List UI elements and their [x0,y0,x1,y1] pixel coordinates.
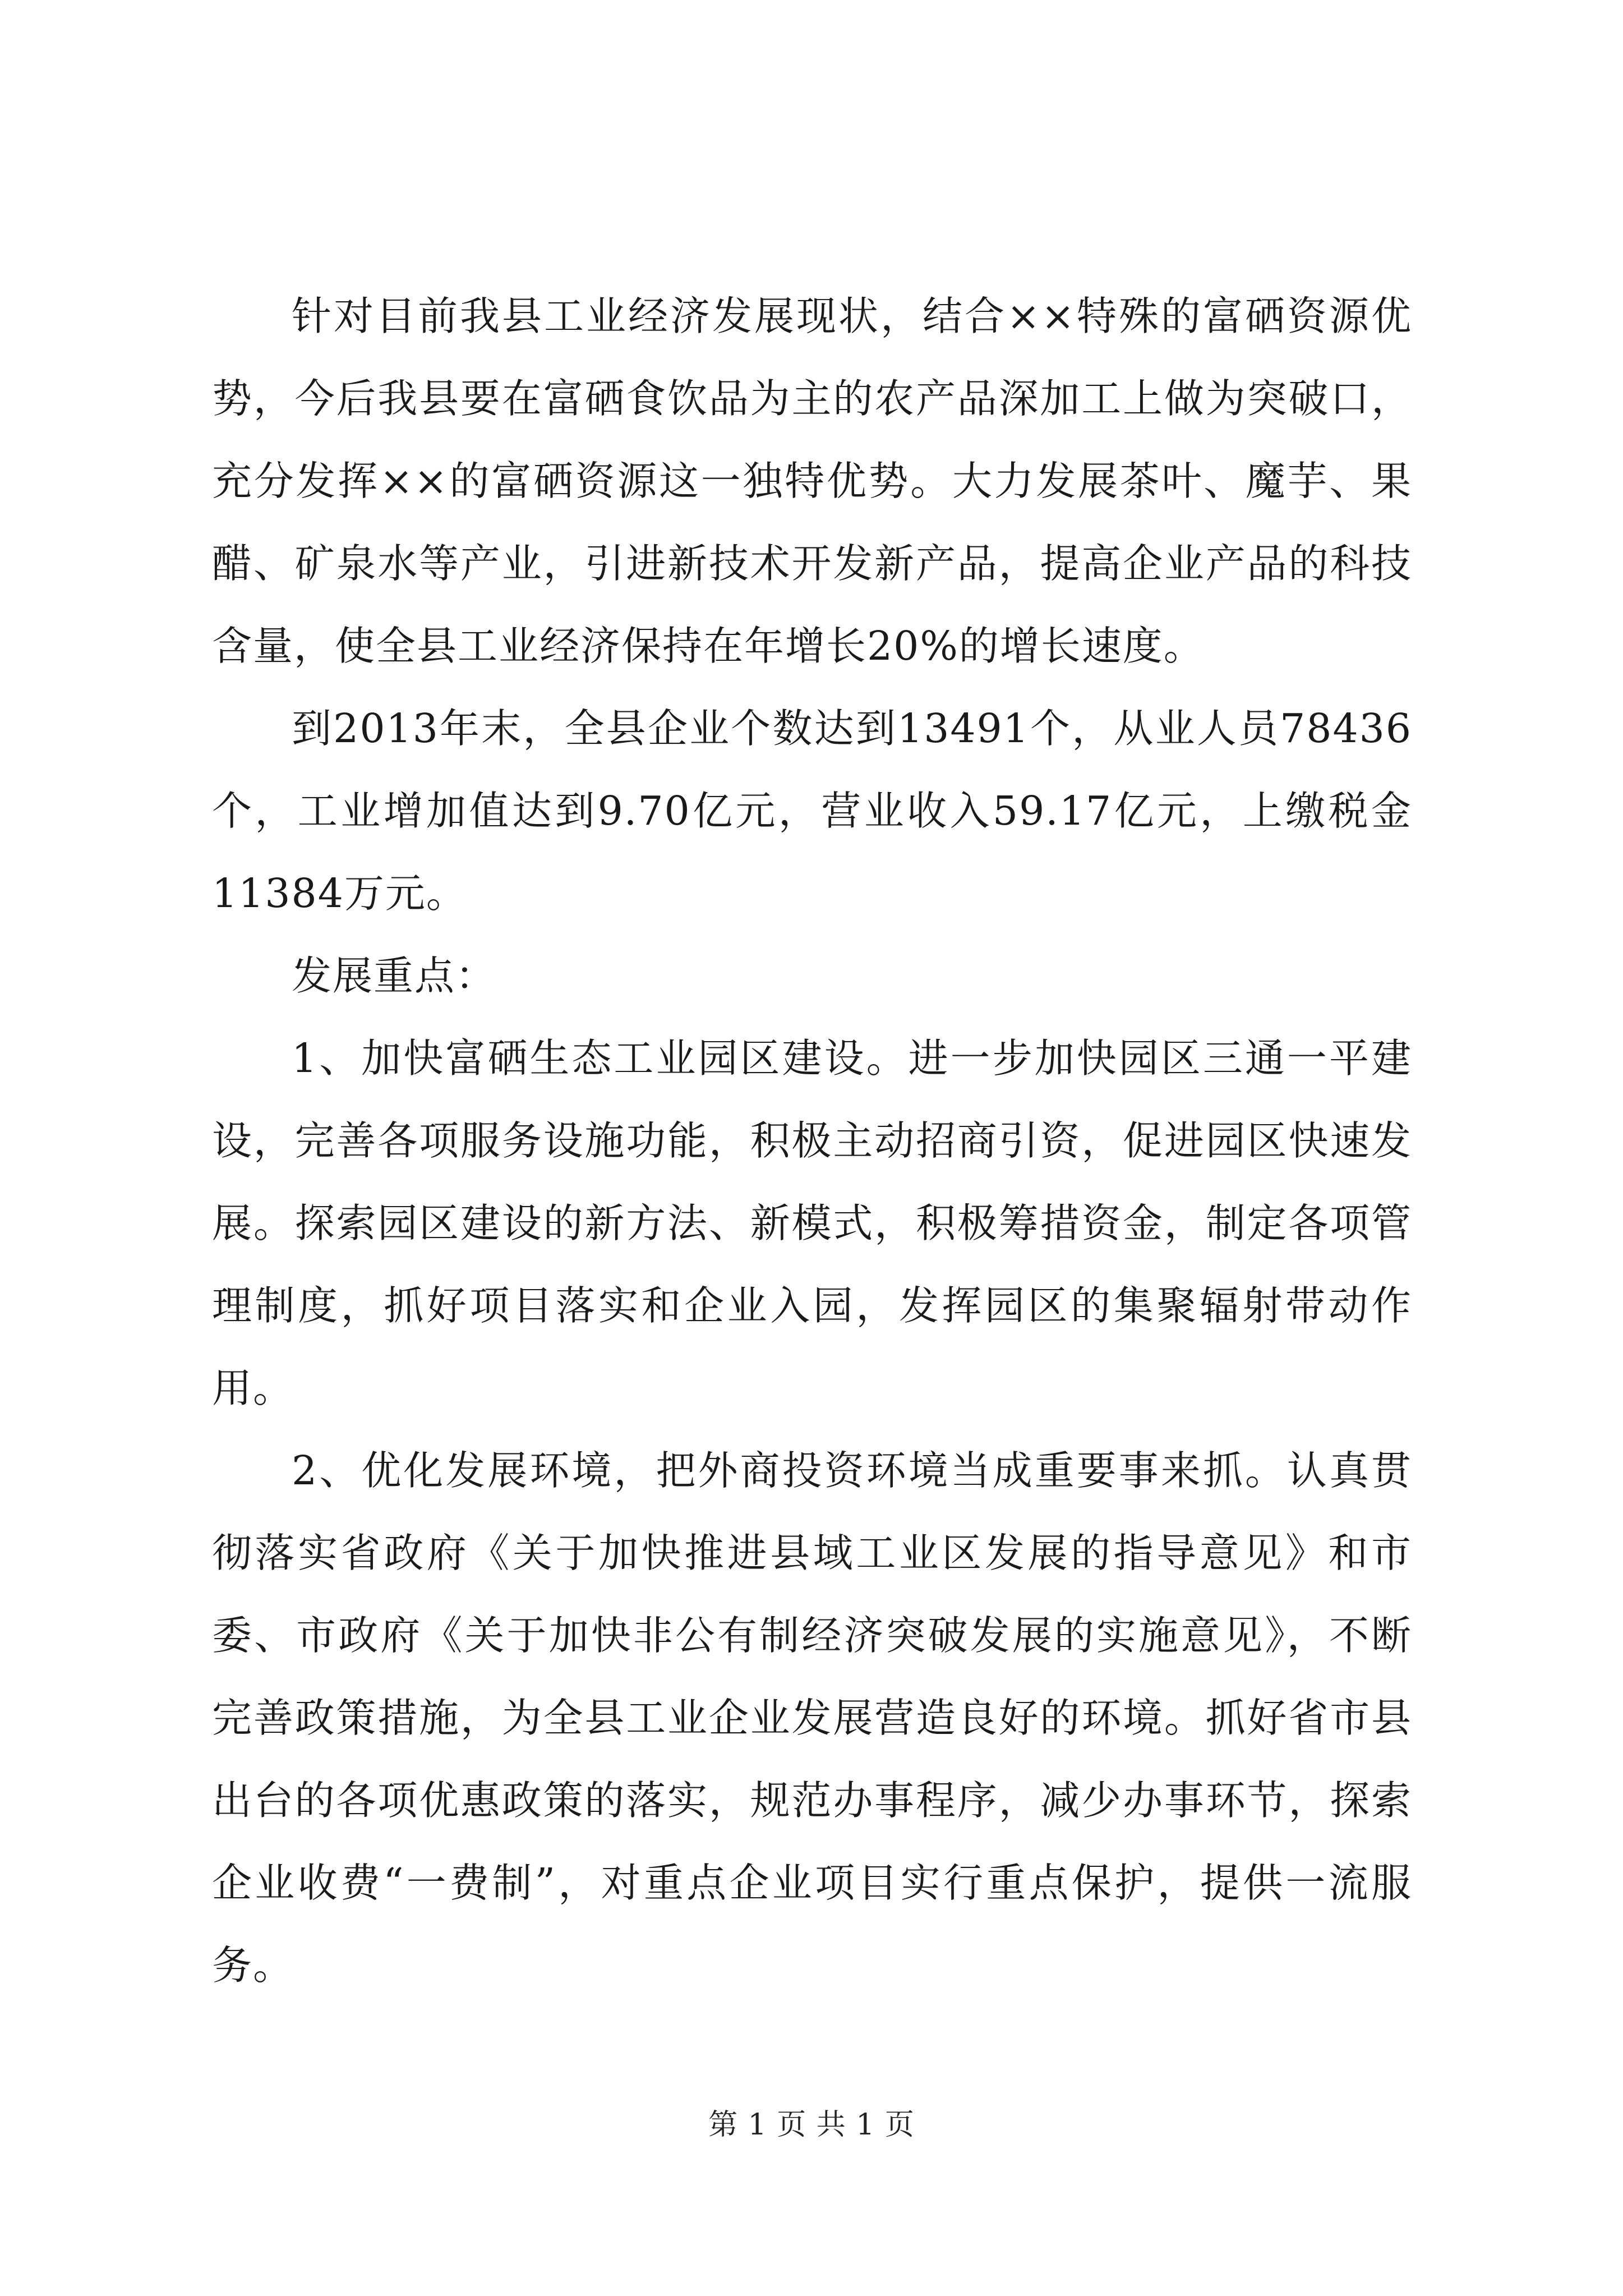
page-number-footer: 第 1 页 共 1 页 [708,2108,915,2142]
paragraph-point-1: 1、加快富硒生态工业园区建设。进一步加快园区三通一平建设，完善各项服务设施功能，积极主动招商引资，促进园区快速发展。探索园区建设的新方法、新模式，积极筹措资金，制定各项管理制度，抓好项目落实和企业入园，发挥园区的集聚辐射带动作用。 [212,1035,1412,1411]
document-body [212,275,1412,2007]
paragraph-point-2: 2、优化发展环境，把外商投资环境当成重要事来抓。认真贯彻落实省政府《关于加快推进县域工业区发展的指导意见》和市委、市政府《关于加快非公有制经济突破发展的实施意见》，不断完善政策措施，为全县工业企业发展营造良好的环境。抓好省市县出台的各项优惠政策的落实，规范办事程序，减少办事环节，探索企业收费“一费制”，对重点企业项目实行重点保护，提供一流服务。 [212,1447,1412,1989]
paragraph-industry-strategy: 针对目前我县工业经济发展现状，结合××特殊的富硒资源优势，今后我县要在富硒食饮品为主的农产品深加工上做为突破口，充分发挥××的富硒资源这一独特优势。大力发展茶叶、魔芋、果醋、矿泉水等产业，引进新技术开发新产品，提高企业产品的科技含量，使全县工业经济保持在年增长20%的增长速度。 [212,293,1412,669]
paragraph-2013-statistics: 到2013年末，全县企业个数达到13491个，从业人员78436个，工业增加值达到9.70亿元，营业收入59.17亿元，上缴税金11384万元。 [212,705,1412,917]
paragraph-key-points-heading: 发展重点： [292,953,497,999]
